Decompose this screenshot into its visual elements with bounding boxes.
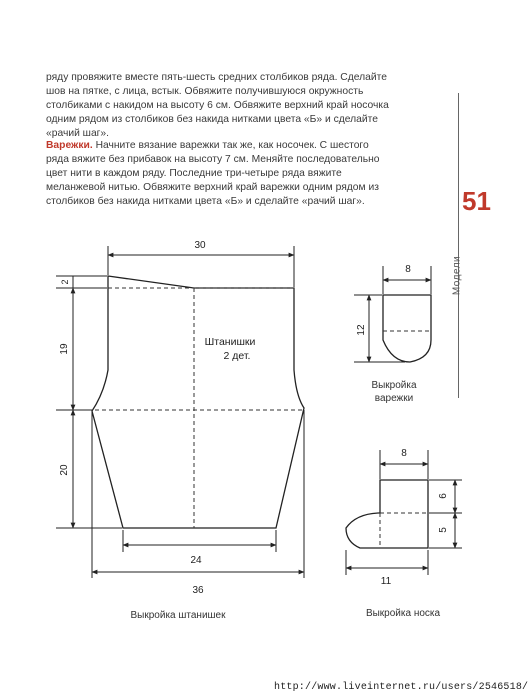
pants-outline	[92, 276, 300, 528]
dim-pants-bottom: 24	[190, 555, 202, 566]
mitten-pattern	[354, 264, 431, 404]
dim-pants-width: 36	[192, 585, 204, 596]
paragraph-text: ряду провяжите вместе пять-шесть средних столбиков ряда. Сделайте шов на пятке, с лица, встык. Обвяжите получившуюся окружность столбиками с накидом на высоту 6 см. Обвяжите верхний край носочка одним рядом из столбиков без накида нитками цвета «Б» и сделайте «рачий шаг».	[46, 72, 389, 139]
page-number: 51	[462, 186, 491, 216]
paragraph-body: Начните вязание варежки так же, как носочек. С шестого ряда вяжите без прибавок на высоту 7 см. Меняйте последовательно цвет нити в каждом ряду. Последние три-четыре ряда вяжите меланжевой нитью. Обвяжите верхний край варежки одним рядом из столбиков без накида нитками цвета «Б» и сделайте «рачий шаг».	[46, 140, 380, 207]
dim-mitten-height: 12	[356, 324, 367, 336]
dim-sock-upper: 6	[438, 493, 449, 499]
dim-pants-upper: 19	[59, 343, 70, 355]
dim-sock-top: 8	[401, 448, 407, 459]
dim-pants-rise: 2	[60, 279, 70, 285]
pants-caption: Выкройка штанишек	[130, 610, 226, 621]
section-label: Модели	[451, 255, 463, 296]
dim-sock-lower: 5	[438, 527, 449, 533]
dim-mitten-width: 8	[405, 264, 411, 275]
mitten-caption-2: варежки	[374, 393, 414, 404]
pants-count: 2 дет.	[223, 350, 251, 362]
section-lead: Варежки.	[46, 140, 93, 151]
sock-pattern	[346, 448, 462, 619]
dim-sock-bottom: 11	[380, 576, 392, 587]
pants-title: Штанишки	[204, 336, 256, 348]
pants-pattern	[56, 240, 304, 621]
source-url: http://www.liveinternet.ru/users/2546518/	[274, 682, 529, 693]
mitten-caption-1: Выкройка	[371, 380, 417, 391]
sock-caption: Выкройка носка	[365, 608, 441, 619]
dim-pants-top: 30	[194, 240, 206, 251]
dim-pants-lower: 20	[59, 464, 70, 476]
